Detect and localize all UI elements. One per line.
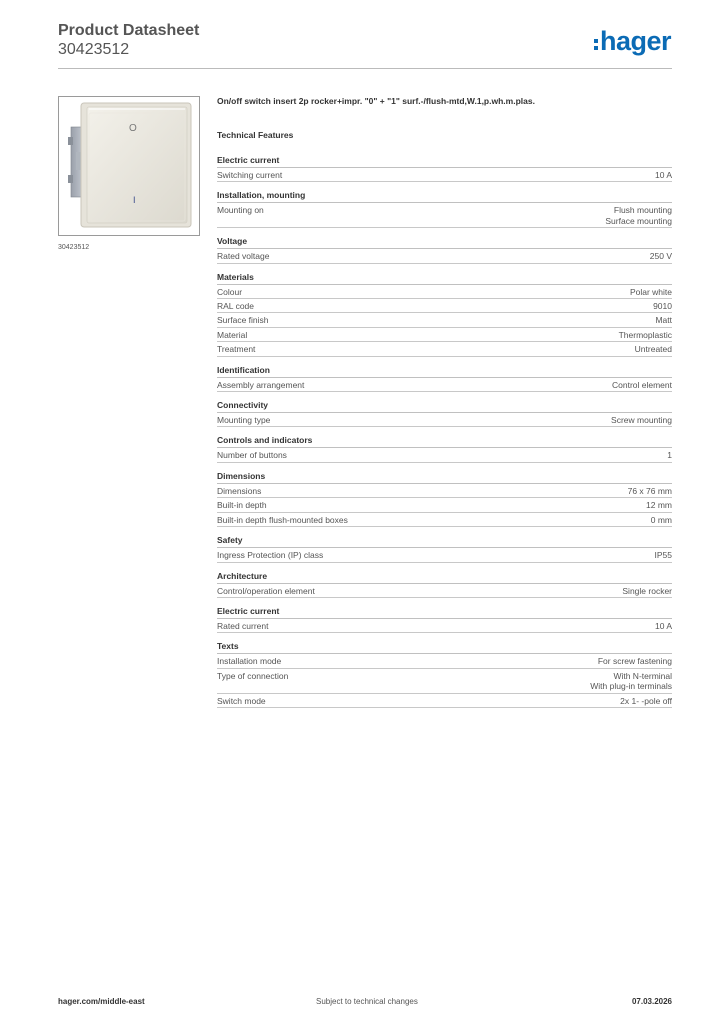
feature-section bbox=[217, 641, 672, 708]
feature-label: Colour bbox=[217, 286, 243, 297]
feature-value bbox=[598, 656, 672, 666]
feature-value-line: Surface mounting bbox=[605, 215, 672, 226]
feature-section-title: Architecture bbox=[217, 571, 672, 584]
feature-label: Installation mode bbox=[217, 656, 282, 667]
feature-label: Material bbox=[217, 329, 248, 340]
feature-value bbox=[611, 415, 672, 425]
document-title: Product Datasheet bbox=[58, 22, 200, 39]
feature-section bbox=[217, 571, 672, 598]
feature-section-title: Connectivity bbox=[217, 400, 672, 413]
footer-date: 07.03.2026 bbox=[631, 997, 672, 1006]
feature-value bbox=[612, 380, 672, 390]
footer-website: hager.com/middle-east bbox=[58, 997, 145, 1006]
document-header bbox=[58, 21, 199, 59]
feature-section bbox=[217, 190, 672, 228]
feature-row bbox=[217, 299, 672, 313]
feature-section bbox=[217, 272, 672, 357]
switch-off-symbol: I bbox=[133, 195, 136, 205]
feature-section bbox=[217, 435, 672, 462]
feature-label: Built-in depth bbox=[217, 500, 267, 511]
feature-value bbox=[646, 500, 672, 510]
feature-value-line: 12 mm bbox=[646, 500, 672, 511]
technical-features-list bbox=[217, 155, 672, 708]
feature-value-line: Matt bbox=[655, 315, 672, 326]
feature-section bbox=[217, 236, 672, 263]
feature-value-line: With plug-in terminals bbox=[590, 681, 672, 692]
feature-row bbox=[217, 584, 672, 598]
feature-value bbox=[650, 251, 672, 261]
feature-value bbox=[619, 330, 672, 340]
feature-value-line: 0 mm bbox=[650, 514, 672, 525]
feature-row bbox=[217, 378, 672, 392]
feature-row bbox=[217, 654, 672, 668]
feature-row bbox=[217, 313, 672, 327]
feature-section bbox=[217, 535, 672, 562]
feature-label: Rated current bbox=[217, 620, 269, 631]
feature-value bbox=[653, 301, 672, 311]
feature-row bbox=[217, 619, 672, 633]
feature-value-line: Polar white bbox=[629, 286, 672, 297]
feature-value bbox=[622, 586, 672, 596]
feature-label: Ingress Protection (IP) class bbox=[217, 550, 324, 561]
feature-label: Treatment bbox=[217, 344, 256, 355]
feature-label: Surface finish bbox=[217, 315, 269, 326]
feature-label: RAL code bbox=[217, 301, 255, 312]
feature-label: Number of buttons bbox=[217, 450, 287, 461]
product-description: On/off switch insert 2p rocker+impr. "0" + "1" surf.-/flush-mtd,W.1,p.wh.m.plas. bbox=[217, 96, 535, 106]
feature-row bbox=[217, 285, 672, 299]
feature-section-title: Safety bbox=[217, 535, 672, 548]
feature-label: Mounting type bbox=[217, 415, 271, 426]
feature-value-line: Single rocker bbox=[622, 585, 672, 596]
footer-notice: Subject to technical changes bbox=[316, 997, 418, 1006]
feature-row bbox=[217, 203, 672, 228]
feature-value bbox=[605, 205, 672, 226]
feature-value-line: 9010 bbox=[653, 301, 672, 312]
feature-row bbox=[217, 168, 672, 182]
feature-section-title: Electric current bbox=[217, 155, 672, 168]
feature-label: Assembly arrangement bbox=[217, 379, 305, 390]
datasheet-content bbox=[217, 96, 672, 716]
feature-section-title: Texts bbox=[217, 641, 672, 654]
image-caption: 30423512 bbox=[58, 244, 90, 251]
feature-value bbox=[651, 515, 672, 525]
feature-value-line: 10 A bbox=[654, 170, 672, 180]
feature-value-line: 10 A bbox=[654, 620, 672, 631]
feature-section-title: Dimensions bbox=[217, 471, 672, 484]
feature-row bbox=[217, 448, 672, 462]
logo-text: hager bbox=[600, 26, 672, 56]
logo-colon-icon bbox=[594, 39, 598, 50]
feature-value-line: 76 x 76 mm bbox=[627, 485, 672, 496]
feature-label: Mounting on bbox=[217, 205, 264, 216]
feature-value-line: Untreated bbox=[634, 344, 672, 355]
rocker-switch-illustration bbox=[59, 97, 199, 235]
feature-row bbox=[217, 413, 672, 427]
feature-value-line: With N-terminal bbox=[613, 670, 672, 681]
feature-section bbox=[217, 155, 672, 182]
feature-value-line: 2x 1- -pole off bbox=[620, 695, 672, 706]
feature-section-title: Controls and indicators bbox=[217, 435, 672, 448]
feature-value-line: For screw fastening bbox=[597, 656, 672, 667]
feature-value-line: Thermoplastic bbox=[618, 329, 672, 340]
feature-label: Dimensions bbox=[217, 485, 262, 496]
feature-row bbox=[217, 328, 672, 342]
feature-value bbox=[590, 671, 672, 692]
feature-row bbox=[217, 669, 672, 694]
feature-value-line: Screw mounting bbox=[611, 415, 672, 426]
feature-value-line: Control element bbox=[611, 379, 672, 390]
switch-on-symbol: O bbox=[129, 123, 137, 134]
feature-label: Built-in depth flush-mounted boxes bbox=[217, 514, 348, 525]
feature-value-line: IP55 bbox=[654, 550, 672, 561]
feature-value bbox=[667, 450, 672, 460]
product-number: 30423512 bbox=[58, 41, 130, 58]
feature-section-title: Installation, mounting bbox=[217, 190, 672, 203]
hager-logo bbox=[594, 26, 671, 56]
feature-value bbox=[635, 344, 672, 354]
feature-section bbox=[217, 606, 672, 633]
feature-value bbox=[628, 486, 672, 496]
feature-value-line: 250 V bbox=[649, 251, 672, 262]
feature-label: Type of connection bbox=[217, 670, 289, 681]
feature-label: Switching current bbox=[217, 170, 283, 180]
feature-value bbox=[655, 315, 672, 325]
feature-value-line: Flush mounting bbox=[613, 205, 672, 216]
feature-value bbox=[655, 170, 672, 180]
header-divider bbox=[58, 68, 672, 69]
feature-row bbox=[217, 498, 672, 512]
feature-value bbox=[630, 287, 672, 297]
feature-value bbox=[620, 696, 672, 706]
feature-row bbox=[217, 513, 672, 527]
feature-value bbox=[655, 621, 672, 631]
feature-row bbox=[217, 342, 672, 356]
product-image bbox=[58, 96, 200, 236]
feature-row bbox=[217, 548, 672, 562]
feature-section bbox=[217, 400, 672, 427]
feature-section bbox=[217, 471, 672, 527]
feature-section-title: Identification bbox=[217, 365, 672, 378]
feature-label: Control/operation element bbox=[217, 585, 315, 596]
feature-row bbox=[217, 694, 672, 708]
feature-value-line: 1 bbox=[667, 450, 672, 461]
feature-label: Rated voltage bbox=[217, 251, 270, 262]
feature-row bbox=[217, 484, 672, 498]
feature-section-title: Voltage bbox=[217, 236, 672, 249]
feature-section bbox=[217, 365, 672, 392]
feature-section-title: Materials bbox=[217, 272, 672, 285]
feature-section-title: Electric current bbox=[217, 606, 672, 619]
feature-row bbox=[217, 249, 672, 263]
feature-value bbox=[655, 550, 673, 560]
technical-features-title: Technical Features bbox=[217, 130, 294, 140]
feature-label: Switch mode bbox=[217, 695, 266, 706]
